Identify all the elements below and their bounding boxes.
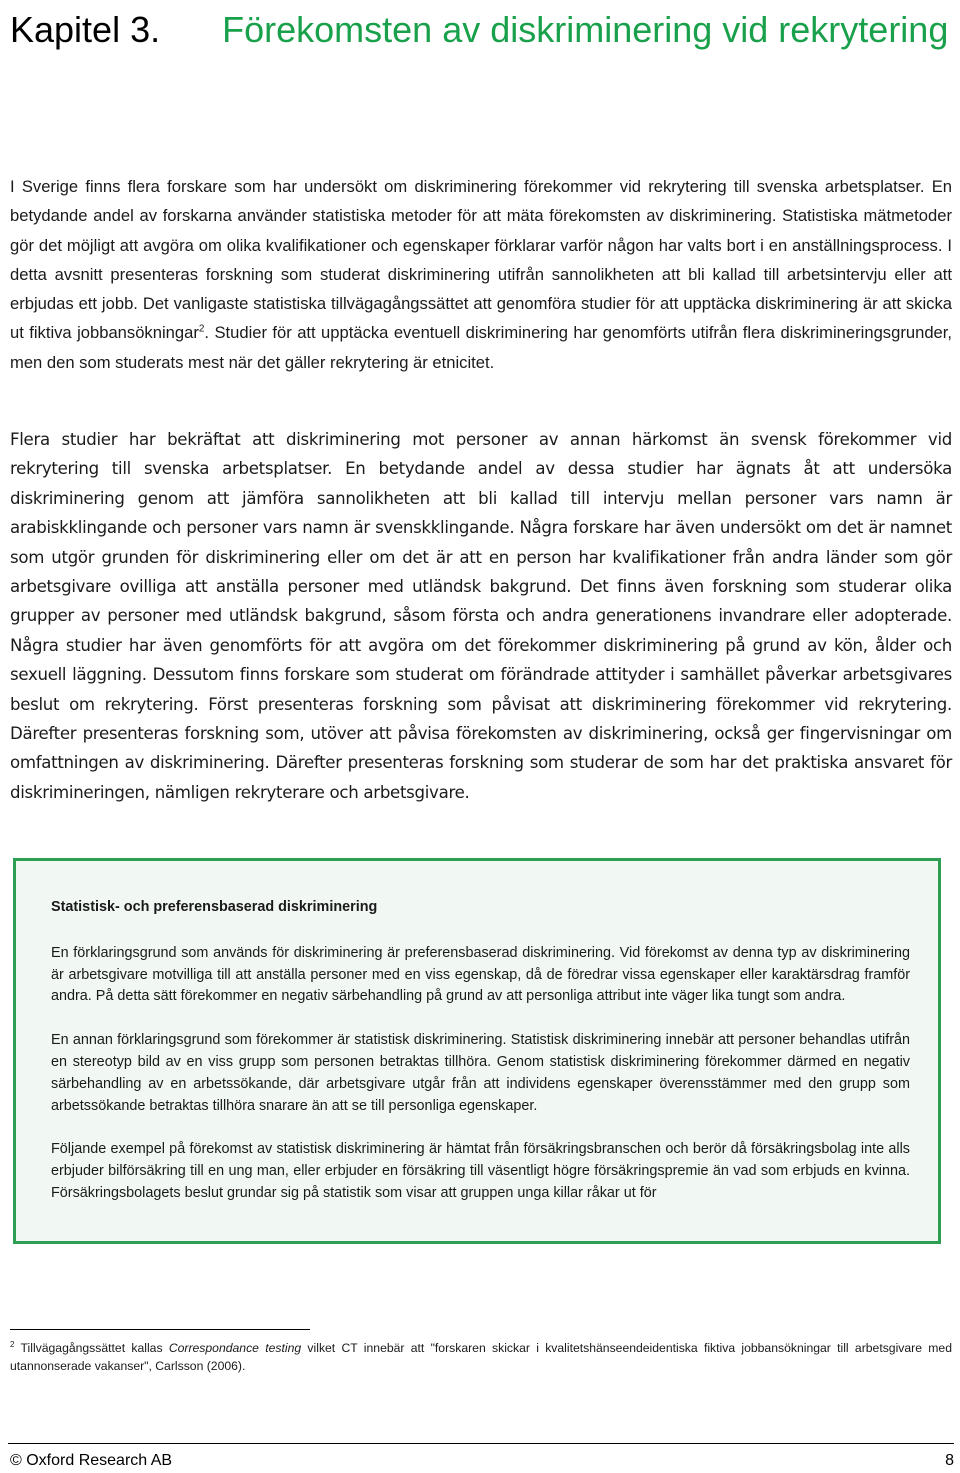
info-box-title: Statistisk- och preferensbaserad diskriminering [51,899,378,915]
footnote [10,1339,952,1375]
footnote-reference[interactable]: 2 [198,323,205,335]
chapter-heading [10,2,950,57]
info-box-paragraph: Följande exempel på förekomst av statistisk diskriminering är hämtat från försäkringsbranschen och berör då försäkringsbolag inte alls erbjuder bilförsäkring till en ung man, eller erbjuder en försäkring till väsentligt högre försäkringspremie än vad som erbjuds en kvinna. Försäkringsbolagets beslut grundar sig på statistik som visar att gruppen unga killar råkar ut för [51,1141,910,1201]
studies-paragraph: Flera studier har bekräftat att diskriminering mot personer av annan härkomst än svensk förekommer vid rekrytering till svenska arbetsplatser. En betydande andel av dessa studier har ägnats åt att undersöka diskriminering genom att jämföra sannolikheten att bli kallad till intervju mellan personer vars namn är arabiskklingande och personer vars namn är svenskklingande. Några forskare har även undersökt om det är namnet som utgör grunden för diskriminering eller om det är att en person har kvalifikationer från andra länder som gör arbetsgivare ovilliga att anställa personer med utländsk bakgrund. Det finns även forskning som studerar olika grupper av personer med utländsk bakgrund, såsom första och andra generationens invandrare eller adopterade. Några studier har även genomförts för att avgöra om det förekommer diskriminering på grund av kön, ålder och sexuell läggning. Dessutom finns forskare som studerat om förändrade attityder i samhället påverkar arbetsgivares beslut om rekrytering. Först presenteras forskning som påvisat att diskriminering förekommer vid rekrytering. Därefter presenteras forskning som, utöver att påvisa förekomsten av diskriminering, också ger fingervisningar om omfattningen av diskriminering. Därefter presenteras forskning som studerar de som har det praktiska ansvaret för diskrimineringen, nämligen rekryterare och arbetsgivare. [10,430,952,802]
chapter-number: Kapitel 3. [10,9,161,50]
chapter-title: Förekomsten av diskriminering vid rekrytering [222,9,949,50]
info-box-paragraph: En annan förklaringsgrund som förekommer är statistisk diskriminering. Statistisk diskriminering innebär att personer behandlas utifrån en stereotyp bild av en viss grupp som personen betraktas tillhöra. Genom statistisk diskriminering förekommer därmed en negativ särbehandling av en arbetssökande, där arbetsgivare utgår från att individens egenskaper överensstämmer med den grupp som arbetssökande betraktas tillhöra snarare än att se till personliga egenskaper. [51,1032,910,1114]
footnote-text-end: vilket CT innebär att "forskaren skickar i kvalitetshänseendeidentiska fiktiva jobbansökningar till arbetsgivare med utannonserade vakanser", Carlsson (2006). [10,1341,952,1373]
footnote-divider [10,1329,310,1330]
footer-publisher: © Oxford Research AB [10,1452,173,1469]
info-box [13,858,941,1244]
intro-paragraph-text: I Sverige finns flera forskare som har undersökt om diskriminering förekommer vid rekrytering till svenska arbetsplatser. En betydande andel av forskarna använder statistiska metoder för att mäta förekomsten av diskriminering. Statistiska mätmetoder gör det möjligt att avgöra om olika kvalifikationer och egenskaper förklarar varför någon har valts bort i en anställningsprocess. I detta avsnitt presenteras forskning som studerat diskriminering utifrån sannolikheten att bli kallad till arbetsintervju eller att erbjudas ett jobb. Det vanligaste statistiska tillvägagångssättet att genomföra studier för att upptäcka diskriminering är att skicka ut fiktiva jobbansökningar [10,177,952,343]
footnote-term: Correspondance testing [168,1341,302,1355]
page-number: 8 [945,1452,954,1469]
intro-paragraph [10,172,952,377]
footnote-text: Tillvägagångssättet kallas [20,1341,169,1355]
info-box-paragraph: En förklaringsgrund som används för diskriminering är preferensbaserad diskriminering. Vid förekomst av denna typ av diskriminering är arbetsgivare motvilliga till att anställa personer med en viss egenskap, då de föredrar vissa egenskaper eller karaktärsdrag framför andra. På detta sätt förekommer en negativ särbehandling på grund av att personliga attribut inte väger lika tungt som andra. [51,944,910,1005]
footer-divider [8,1443,954,1444]
info-box-content [51,897,910,1211]
intro-paragraph-text-end: . Studier för att upptäcka eventuell diskriminering har genomförts utifrån flera diskrimineringsgrunder, men den som studerats mest när det gäller rekrytering är etnicitet. [10,323,952,372]
footnote-number: 2 [10,1339,15,1349]
